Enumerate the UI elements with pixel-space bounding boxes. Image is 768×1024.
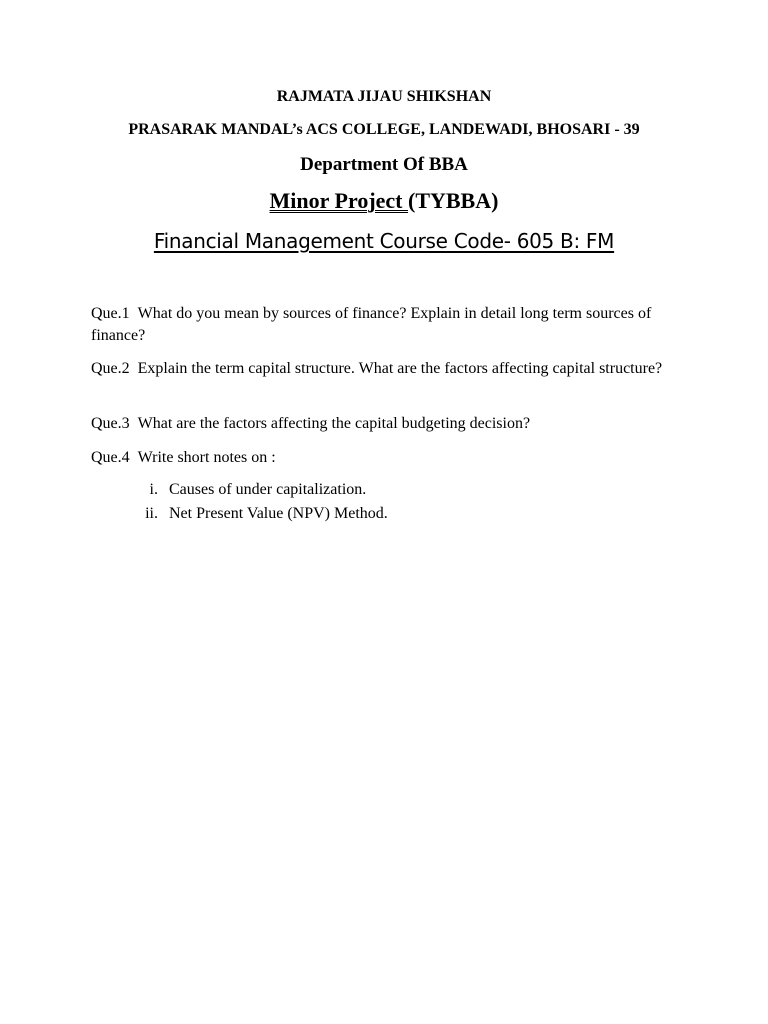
question-label: Que.4 (91, 449, 130, 466)
list-item-text: Net Present Value (NPV) Method. (169, 505, 388, 522)
project-title (0, 188, 768, 214)
list-item-text: Causes of under capitalization. (169, 481, 367, 498)
question-text: Write short notes on : (137, 449, 276, 466)
question-4 (91, 447, 691, 469)
question-text: What are the factors affecting the capital budgeting decision? (137, 415, 531, 432)
question-label: Que.3 (91, 415, 130, 432)
question-1 (91, 303, 691, 347)
course-title-text: Financial Management Course Code- 605 B: FM (153, 229, 615, 253)
question-text: What do you mean by sources of finance? Explain in detail long term sources of finance? (91, 305, 652, 344)
college-name-line-2: PRASARAK MANDAL’s ACS COLLEGE, LANDEWADI, BHOSARI - 39 (128, 121, 640, 138)
question-label: Que.2 (91, 360, 130, 377)
question-3 (91, 413, 691, 435)
list-marker: i. (149, 481, 158, 498)
department-title: Department Of BBA (300, 154, 468, 175)
list-marker: ii. (145, 505, 158, 522)
project-title-underlined: Minor Project (269, 188, 408, 213)
question-2 (91, 358, 691, 380)
college-name-line-1: RAJMATA JIJAU SHIKSHAN (276, 88, 492, 105)
project-title-rest: (TYBBA) (408, 188, 499, 213)
question-label: Que.1 (91, 305, 130, 322)
course-title (0, 229, 768, 253)
question-text: Explain the term capital structure. What are the factors affecting capital structure? (137, 360, 663, 377)
